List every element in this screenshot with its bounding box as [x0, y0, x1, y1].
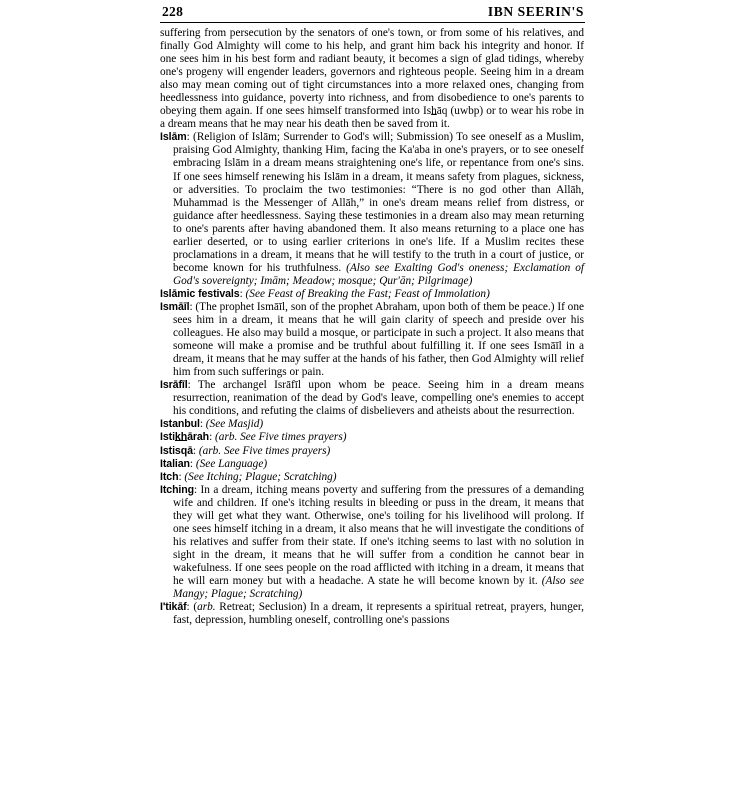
- entry-headword: Italian: [160, 457, 190, 470]
- entry-text: : In a dream, itching means poverty and suffering from the pressures of a demanding wife and children. If one's itching results in bleeding or puss in the dream, it means that they will get what they want. Otherwise, one's toiling for his livelihood will prolong. If one sees himself itching in a dream, it also means that he will investigate the conditions of his relatives and suffer from their state. If one's itching seems to last with no solution in sight in the dream, it means that he will suffer from a condition he cannot bear in wakefulness. If one sees people on the road afflicted with itching in a dream, it means that he will earn money but with a headache. A state he will become known by it.: [173, 483, 584, 587]
- entry-israfil: [160, 379, 584, 418]
- entry-text: : (: [186, 601, 198, 614]
- headword-part-pre: Isti: [160, 431, 175, 444]
- entry-text: : (The prophet Ismāīl, son of the prophet Abraham, upon both of them be peace.) If one sees him in a dream, it means that he will gain clarity of speech and preside over his colleagues. He also may build a mosque, or participate in such a project. It also means that someone will make a promise and be truthful about fulfilling it. If one sees Ismāīl in a dream, it means that he may suffer at the hands of his father, then God Almighty will relief him from such sufferings or pain.: [173, 300, 584, 379]
- entry-italian: [160, 458, 584, 471]
- entry-cross-reference: (See Itching; Plague; Scratching): [184, 470, 337, 483]
- entry-text: : The archangel Isrāfīl upon whom be peace. Seeing him in a dream means resurrection, reanimation of the dead by God's leave, compelling one's enemies to accept his conditions, and refuting the claims of disbelievers and atheists about the resurrection.: [173, 379, 584, 418]
- entry-headword: [160, 431, 209, 443]
- entry-headword: Islāmic festivals: [160, 287, 240, 300]
- page-header: [162, 4, 584, 20]
- entry-cross-reference: (See Language): [195, 457, 268, 470]
- entry-headword: Itch: [160, 470, 179, 483]
- entry-text: :: [239, 287, 246, 300]
- entry-headword: Islām: [160, 131, 187, 144]
- entry-cross-reference: (See Feast of Breaking the Fast; Feast of Immolation): [245, 287, 490, 300]
- continued-paragraph-text: suffering from persecution by the senators of one's town, or from some of his relatives, and finally God Almighty will come to his help, and grant him back his integrity and honor. If one sees him in his best form and radiant beauty, it becomes a sign of glad tidings, whereby one's progeny will engender leaders, governors and righteous people. Seeing him in a dream also may mean coming out of tight circumstances into a more relaxed ones, changing from heedlessness into guidance, poverty into richness, and from disobedience to one's parents to obeying them again. If one sees himself transformed into Is: [160, 27, 584, 118]
- entry-text: :: [189, 457, 196, 470]
- entry-headword: I'tikāf: [160, 601, 187, 614]
- entry-istikharah: [160, 431, 584, 444]
- entry-cross-reference: (Also see Exalting God's oneness; Exclamation of God's sovereignty; Imām; Meadow; mosque; Qur'ān; Pilgrimage): [173, 261, 584, 287]
- entry-itching: [160, 484, 584, 601]
- entry-cross-reference: (arb. See Five times prayers): [215, 431, 347, 444]
- headword-part-underlined: kh: [174, 431, 188, 444]
- transliteration-underline: h: [431, 105, 437, 118]
- headword-part-post: ārah: [187, 431, 210, 444]
- continued-paragraph-tail: āq (uwbp) or to wear his robe in a dream means that he may near his death then be saved from it.: [160, 105, 585, 131]
- entry-ismail: [160, 301, 584, 379]
- entry-itch: [160, 471, 584, 484]
- entry-text-tail: Retreat; Seclusion) In a dream, it represents a spiritual retreat, prayers, hunger, fast, depression, humbling oneself, controlling one's passions: [173, 601, 584, 627]
- entry-islam: [160, 131, 584, 288]
- header-rule: [160, 22, 585, 23]
- entry-text: :: [178, 470, 185, 483]
- entry-headword: Itching: [160, 483, 195, 496]
- text-column: [160, 27, 584, 627]
- continued-paragraph: [160, 27, 584, 131]
- entry-text: :: [192, 444, 199, 457]
- entry-text: :: [209, 431, 216, 444]
- entry-istisqa: [160, 445, 584, 458]
- page-number: 228: [162, 4, 184, 19]
- entry-text: : (Religion of Islām; Surrender to God's will; Submission) To see oneself as a Muslim, praising God Almighty, thanking Him, facing the Ka'aba in one's prayers, or to see oneself embracing Islām in a dream means straightening one's life, or repentance from one's sins. If one sees himself renewing his Islām in a dream, it means safety from plagues, sickness, or adversities. To proclaim the two testimonies: “There is no god other than Allāh, Muhammad is the Messenger of Allāh,” in one's dream means relief from distress, or guidance after heedlessness. Saying these testimonies in a dream also may mean returning to one's parents after having abandoned them. It also means returning to a place one has earlier deserted, or to using earlier criterions in one's life. If a Muslim recites these proclamations in a dream, it means that he will testify to the truth in a court of justice, or become known for his truthfulness.: [173, 131, 584, 274]
- entry-itikaf: [160, 601, 584, 627]
- entry-headword: Ismāīl: [160, 300, 190, 313]
- entry-headword: Isrāfīl: [160, 379, 188, 392]
- entry-headword: Istanbul: [160, 418, 200, 431]
- entry-text: :: [199, 418, 206, 431]
- entry-istanbul: [160, 418, 584, 431]
- entry-cross-reference: (See Masjid): [205, 418, 264, 431]
- entry-cross-reference: (arb. See Five times prayers): [198, 444, 331, 457]
- entry-islamic-festivals: [160, 288, 584, 301]
- running-head: IBN SEERIN'S: [487, 4, 584, 19]
- entry-cross-reference: (Also see Mangy; Plague; Scratching): [173, 574, 584, 601]
- entry-headword: Istisqā: [160, 444, 193, 457]
- entry-abbreviation: arb.: [197, 601, 216, 614]
